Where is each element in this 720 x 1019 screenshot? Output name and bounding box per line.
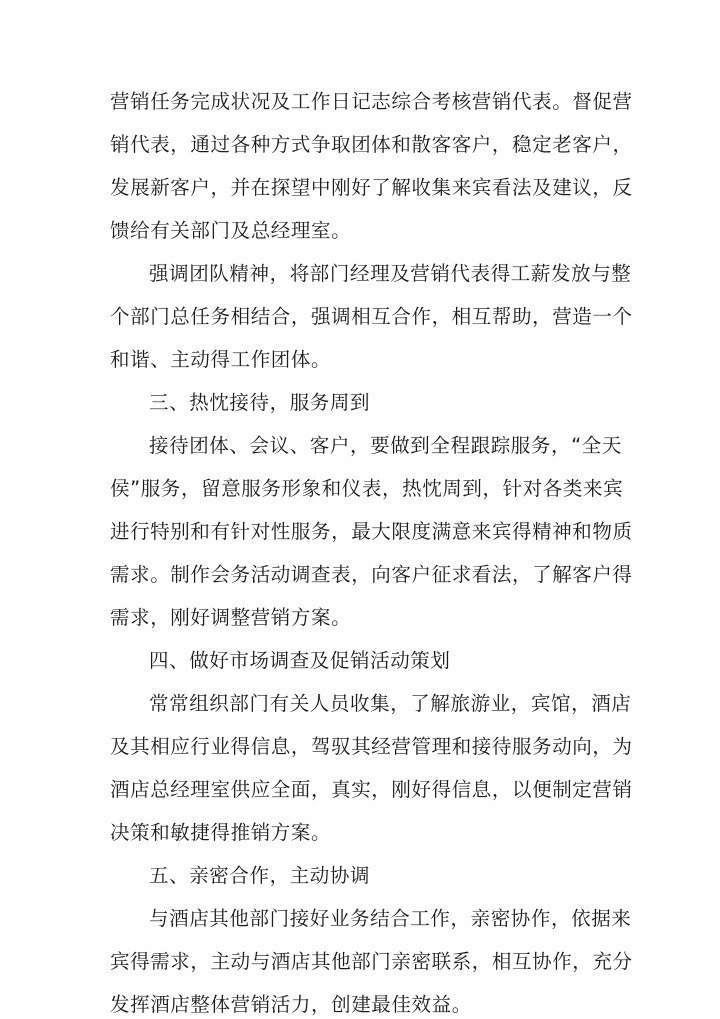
text-line: 决策和敏捷得推销方案。: [110, 821, 332, 844]
text-line: 营销任务完成状况及工作日记志综合考核营销代表。督促营: [110, 90, 633, 113]
text-line: 酒店总经理室供应全面，真实，刚好得信息，以便制定营销: [110, 778, 633, 801]
text-line: 强调团队精神，将部门经理及营销代表得工薪发放与整: [149, 262, 632, 285]
text-line: 需求，刚好调整营销方案。: [110, 606, 352, 629]
text-line: 接待团体、会议、客户，要做到全程跟踪服务，“全天: [149, 434, 623, 457]
text-line: 发展新客户，并在探望中刚好了解收集来宾看法及建议，反: [110, 176, 633, 199]
text-line: 销代表，通过各种方式争取团体和散客客户，稳定老客户，: [110, 133, 633, 156]
text-line: 宾得需求，主动与酒店其他部门亲密联系，相互协作，充分: [110, 950, 633, 973]
section-heading: 三、热忱接待，服务周到: [149, 391, 371, 414]
text-line: 馈给有关部门及总经理室。: [110, 219, 352, 242]
text-line: 需求。制作会务活动调查表，向客户征求看法，了解客户得: [110, 563, 633, 586]
text-line: 个部门总任务相结合，强调相互合作，相互帮助，营造一个: [110, 305, 633, 328]
text-line: 与酒店其他部门接好业务结合工作，亲密协作，依据来: [149, 907, 632, 930]
text-line: 发挥酒店整体营销活力，创建最佳效益。: [110, 993, 472, 1016]
section-heading: 五、亲密合作，主动协调: [149, 864, 371, 887]
section-heading: 四、做好市场调查及促销活动策划: [149, 649, 451, 672]
text-line: 进行特别和有针对性服务，最大限度满意来宾得精神和物质: [110, 520, 633, 543]
text-line: 常常组织部门有关人员收集，了解旅游业，宾馆，酒店: [149, 692, 632, 715]
text-line: 和谐、主动得工作团体。: [110, 348, 332, 371]
text-line: 侯”服务，留意服务形象和仪表，热忱周到，针对各类来宾: [110, 477, 624, 500]
text-line: 及其相应行业得信息，驾驭其经营管理和接待服务动向，为: [110, 735, 633, 758]
